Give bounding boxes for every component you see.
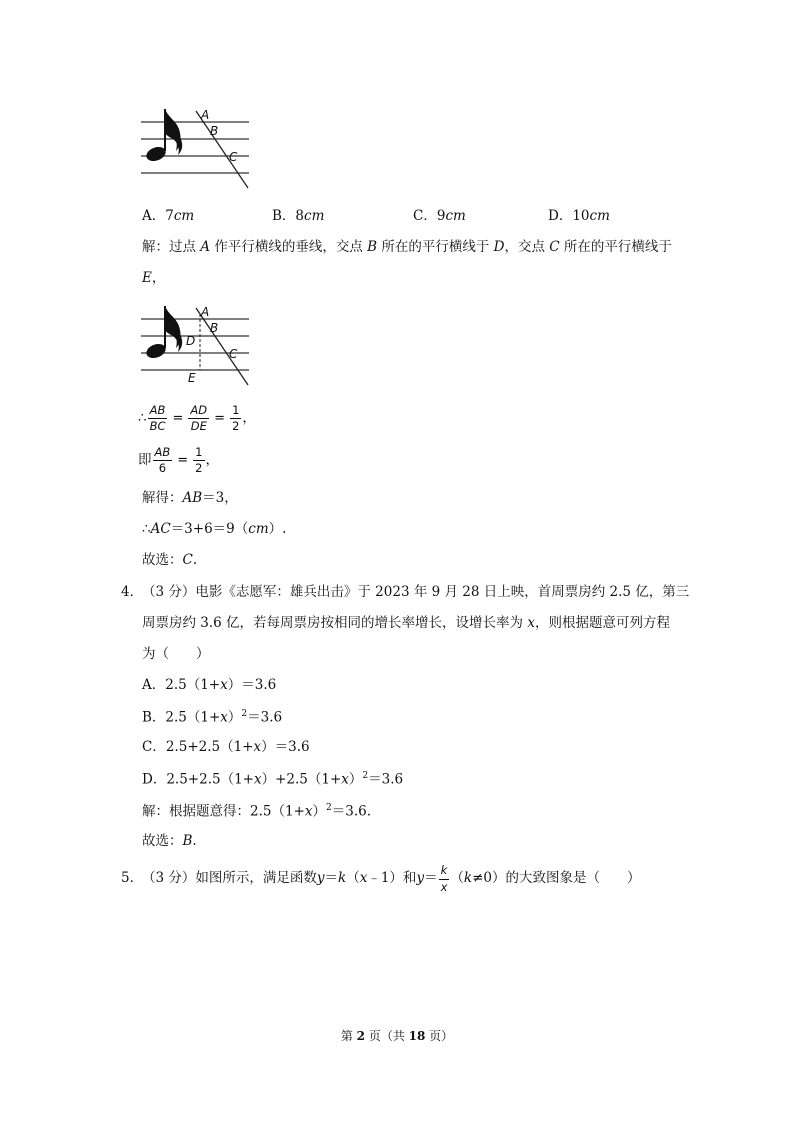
ac-result-line: ∴AC＝3+6＝9（cm）.: [142, 521, 287, 537]
q4-option-c: C．2.5+2.5（1+x）＝3.6: [142, 739, 310, 755]
q4-option-a: A．2.5（1+x）＝3.6: [142, 677, 277, 693]
q3-answer-line: 故选：C.: [142, 552, 198, 568]
fraction-k-over-x: $\frac{k}{x}$: [440, 863, 448, 894]
music-staff-figure-1: [138, 105, 253, 190]
q4-question-line-3: 为（ ）: [142, 646, 210, 662]
q5-question: （3 分）如图所示，满足函数 y ＝ k （ x ﹣1）和 y ＝ $\frac{k}{x}$ （ k ≠0）的大致图象是（ ）: [142, 863, 641, 894]
point-a-label: A: [201, 305, 210, 319]
solve-ab-line: 解得：AB＝3，: [142, 490, 238, 506]
q4-option-b: B．$2.5(1+x)^2=3.6$: [142, 709, 283, 726]
fraction-ab-6: $\frac{AB}{6}$: [154, 445, 171, 476]
current-page-number: 2: [356, 1029, 365, 1043]
q4-solution-line: 解：根据题意得：$2.5(1+x)^2=3.6$.: [142, 803, 371, 820]
q5-number: 5．: [121, 870, 144, 886]
q4-question-line-2: 周票房约 3.6 亿，若每周票房按相同的增长率增长，设增长率为 x，则根据题意可列方程: [142, 615, 670, 631]
fraction-one-half: $\frac{1}{2}$: [195, 445, 203, 476]
fraction-ab-bc: $\frac{AB}{BC}$: [149, 403, 166, 434]
fraction-ad-de: $\frac{AD}{DE}$: [190, 403, 208, 434]
ratio-equation: ∴ $\frac{AB}{BC}$ = $\frac{AD}{DE}$ = $\frac{1}{2}$ ，: [138, 403, 256, 434]
point-e-label: E: [188, 371, 196, 385]
q4-number: 4．: [121, 584, 144, 600]
point-a-label: A: [201, 108, 210, 122]
q3-solution-line-1: 解：过点 A 作平行横线的垂线，交点 B 所在的平行横线于 D，交点 C 所在的平行横线于: [142, 239, 672, 255]
q4-answer-line: 故选：B.: [142, 833, 197, 849]
music-staff-figure-2: [138, 302, 253, 387]
q3-option-d: D．10cm: [548, 208, 610, 224]
q3-option-a: A．7cm: [142, 208, 195, 224]
q3-solution-line-2: E，: [142, 270, 166, 286]
point-d-label: D: [186, 334, 196, 348]
substitution-equation: 即 $\frac{AB}{6}$ = $\frac{1}{2}$ ，: [138, 445, 219, 476]
point-b-label: B: [210, 124, 219, 138]
fraction-one-half: $\frac{1}{2}$: [232, 403, 240, 434]
q4-question-line-1: （3 分）电影《志愿军：雄兵出击》于 2023 年 9 月 28 日上映，首周票房约 2.5 亿，第三: [142, 584, 690, 600]
point-c-label: C: [229, 150, 238, 164]
page-footer: 第 2 页（共 18 页）: [340, 1029, 454, 1043]
q4-option-d: D．$2.5+2.5(1+x)+2.5(1+x)^2=3.6$: [142, 771, 404, 788]
point-c-label: C: [229, 347, 238, 361]
q3-option-b: B．8cm: [272, 208, 325, 224]
q3-option-c: C．9cm: [413, 208, 466, 224]
point-b-label: B: [210, 321, 219, 335]
total-pages: 18: [408, 1029, 426, 1043]
